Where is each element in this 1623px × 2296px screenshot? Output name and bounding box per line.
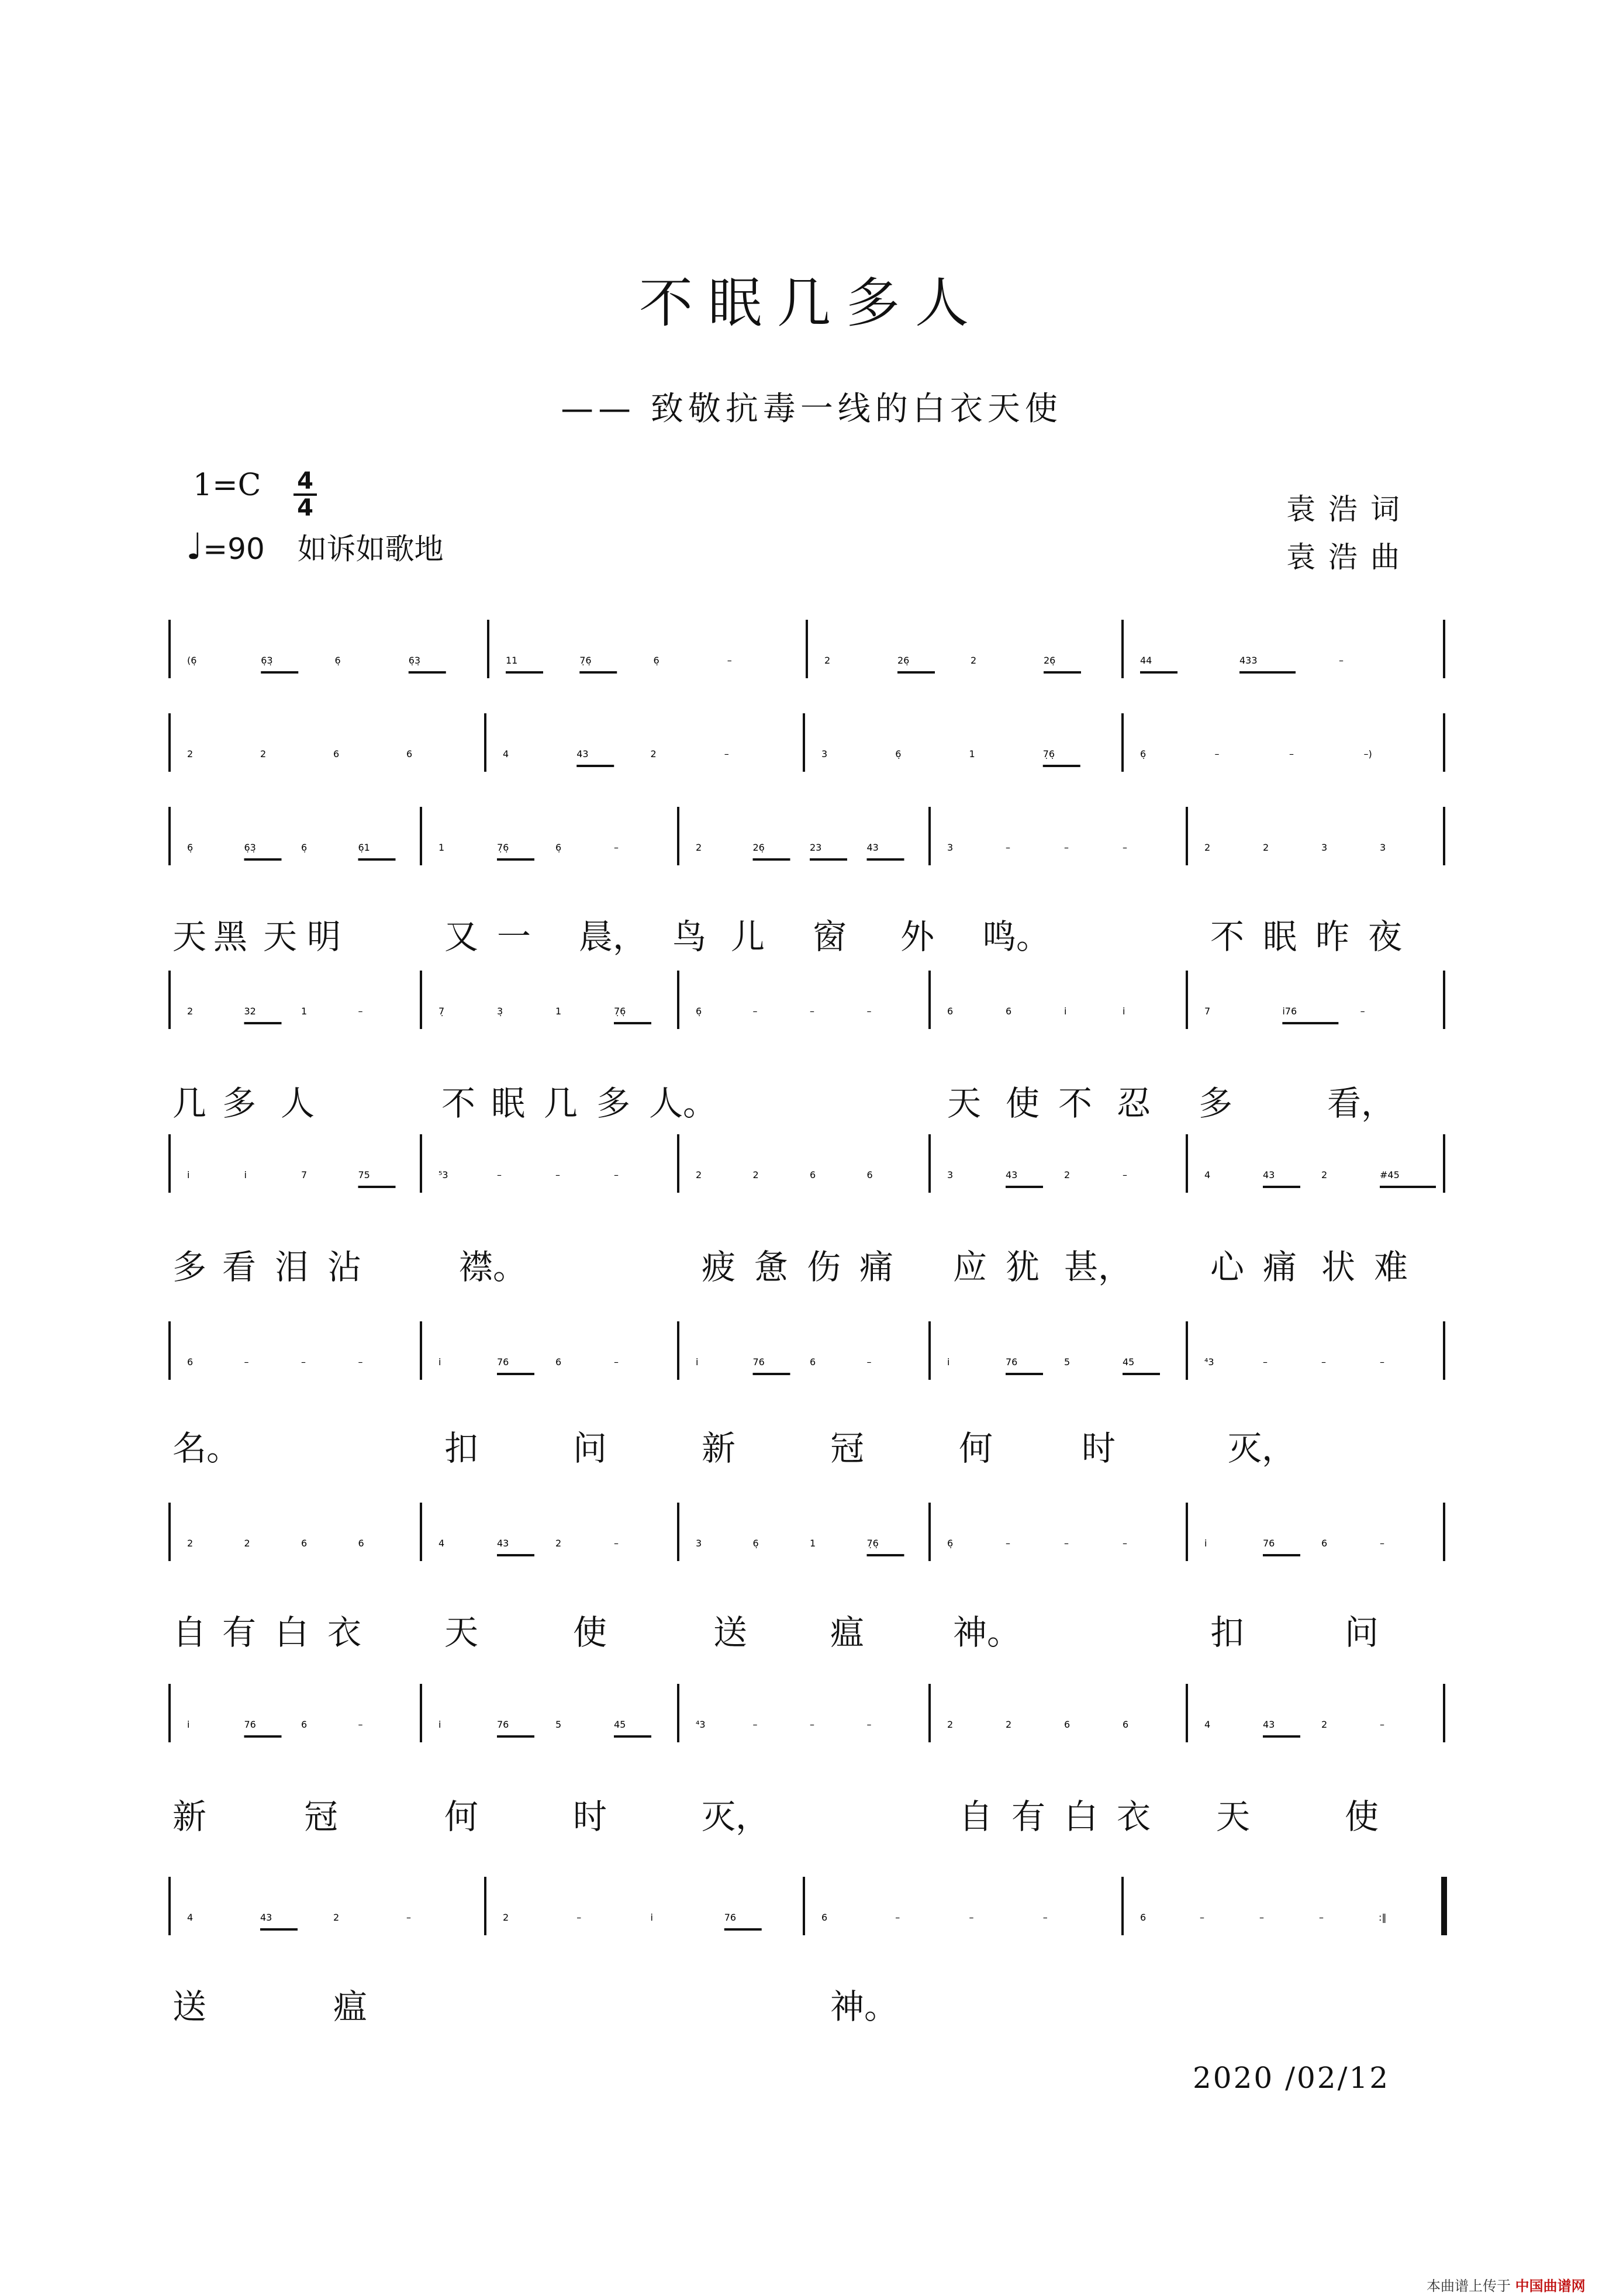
note-group: 3 [821,748,828,759]
lyric-syllable: 多 [596,1083,631,1123]
lyric-syllable: 又 [444,917,479,957]
lyric-syllable: 时 [1082,1428,1116,1468]
note-group: 3 [1321,842,1328,853]
note-group: i [696,1356,699,1368]
note-group: – [866,1719,872,1730]
note-group: 6 [406,748,413,759]
note-group: – [724,748,729,759]
lyric-syllable: 明 [307,917,341,957]
note-group: 76 [1263,1538,1275,1549]
note-group: 76 [497,1356,509,1368]
note-group: 75 [358,1169,370,1180]
lyric-syllable: 眠 [1263,917,1297,957]
note-group: – [358,1719,363,1730]
lyric-syllable: 有 [1011,1797,1046,1836]
note-group: 2 [187,1538,194,1549]
lyric-syllable: 送 [172,1987,207,2026]
note-group: – [1006,842,1010,853]
note-group: 3 [947,842,954,853]
note-group: 2 [1321,1719,1328,1730]
staff-system [0,608,1623,702]
lyric-line [0,1979,1623,2026]
note-group: ⁴3 [696,1719,706,1730]
note-group: –) [1363,748,1372,759]
lyric-line [0,1789,1623,1836]
lyric-syllable: 自 [959,1797,993,1836]
lyric-syllable: 天 [1216,1797,1251,1836]
song-subtitle: —— 致敬抗毒一线的白衣天使 [561,390,1062,428]
note-group: – [358,1006,363,1017]
note-group: 43 [260,1912,272,1923]
note-group: 76 [497,1719,509,1730]
lyric-syllable: 襟。 [459,1247,527,1287]
note-group: 7̣6̣ [579,655,592,666]
lyric-line [0,1605,1623,1652]
note-group: 4 [1204,1169,1211,1180]
note-group: 1 [301,1006,308,1017]
note-group: – [614,842,619,853]
note-group: – [1259,1912,1264,1923]
note-group: 6 [1321,1538,1328,1549]
composition-date: 2020 /02/12 [1193,2061,1390,2095]
lyric-syllable: 瘟 [333,1987,368,2026]
note-group: – [810,1006,814,1017]
lyric-syllable: 不 [441,1083,476,1123]
lyric-syllable: 忍 [1117,1083,1151,1123]
lyric-syllable: 人 [281,1083,315,1123]
note-group: – [1214,748,1220,759]
lyric-syllable: 泪 [275,1247,309,1287]
note-group: 2 [947,1719,954,1730]
lyric-syllable: 沾 [327,1247,362,1287]
note-group: 2 [333,1912,340,1923]
lyric-syllable: 天 [444,1613,479,1652]
note-group: 1 [969,748,975,759]
note-group: – [1380,1719,1384,1730]
lyric-syllable: 应 [953,1247,987,1287]
lyric-syllable: 外 [900,917,935,957]
note-group: 2 [244,1538,250,1549]
lyric-syllable: 不 [1210,917,1245,957]
note-group: 26̣ [1044,655,1056,666]
note-group: 2 [752,1169,759,1180]
note-group: 6̣3̣ [261,655,273,666]
note-group: 45 [614,1719,626,1730]
note-group: 2 [260,748,267,759]
note-group: – [1380,1538,1384,1549]
footer-text: 本曲谱上传于 [1427,2278,1511,2294]
lyric-syllable: 白 [1064,1797,1099,1836]
note-group: 6 [866,1169,873,1180]
note-group: i [650,1912,653,1923]
lyric-syllable: 窗 [813,917,847,957]
note-group: 45 [1123,1356,1135,1368]
note-group: 6 [1123,1719,1129,1730]
note-group: 2 [187,1006,194,1017]
note-group: 6̣1 [358,842,370,853]
staff-svg [0,1310,1623,1403]
note-group: – [555,1169,560,1180]
tempo-value: =90 [203,532,265,566]
note-group: – [895,1912,900,1923]
note-group: – [1200,1912,1204,1923]
note-group: 43 [866,842,879,853]
note-group: i [244,1169,247,1180]
note-group: i [187,1719,190,1730]
lyric-syllable: 犹 [1006,1247,1040,1287]
note-group: – [752,1006,758,1017]
note-group: 26̣ [752,842,765,853]
lyric-syllable: 神。 [953,1613,1021,1652]
lyric-syllable: 瘟 [830,1613,865,1652]
note-group: – [358,1356,363,1368]
note-group: 6̣ [187,842,194,853]
lyric-syllable: 鸣。 [982,917,1051,957]
staff-system [0,1672,1623,1766]
note-group: – [497,1169,502,1180]
lyric-syllable: 扣 [444,1428,479,1468]
note-group: – [1321,1356,1326,1368]
note-group: 43 [576,748,589,759]
note-group: 6 [555,1356,562,1368]
note-group: 2 [1006,1719,1012,1730]
note-group: 6̣ [301,842,308,853]
note-group: – [727,655,732,666]
note-group: 4 [187,1912,194,1923]
note-group: 6̣3̣ [244,842,256,853]
note-group: 2 [1263,842,1269,853]
note-group: 2 [1321,1169,1328,1180]
note-group: 6̣ [334,655,341,666]
note-group: 26̣ [897,655,910,666]
staff-svg [0,959,1623,1052]
lyric-syllable: 几 [544,1083,578,1123]
lyric-syllable: 惫 [754,1247,789,1287]
lyric-syllable: 使 [1006,1083,1040,1123]
lyric-syllable: 多 [172,1247,207,1287]
lyric-syllable: 冠 [830,1428,865,1468]
note-group: 2 [187,748,194,759]
note-group: 7̣6̣ [614,1006,626,1017]
note-group: – [1042,1912,1048,1923]
lyric-syllable: 使 [573,1613,607,1652]
time-signature-bottom: 4 [297,495,313,522]
site-brand: 中国曲谱网 [1515,2278,1586,2294]
staff-svg [0,608,1623,702]
lyric-syllable: 衣 [327,1613,362,1652]
lyric-syllable: 甚， [1064,1247,1132,1287]
note-group: 1 [810,1538,816,1549]
note-group: i [438,1719,441,1730]
note-group: – [576,1912,582,1923]
lyric-syllable: 夜 [1368,917,1403,957]
note-group: – [866,1356,872,1368]
lyric-syllable: 几 [172,1083,207,1123]
staff-svg [0,1865,1623,1959]
lyric-syllable: 时 [573,1797,607,1836]
note-group: 7̣6̣ [497,842,509,853]
note-group: 3 [947,1169,954,1180]
note-group: :‖ [1379,1912,1387,1923]
note-group: 6̣3̣ [408,655,421,666]
lyric-syllable: 新 [172,1797,207,1836]
note-group: 5 [555,1719,562,1730]
lyric-syllable: 多 [222,1083,257,1123]
lyric-syllable: 一 [497,917,531,957]
note-group: 2 [696,1169,702,1180]
lyric-syllable: 灭， [1228,1428,1296,1468]
lyric-syllable: 心 [1210,1247,1245,1287]
staff-system [0,702,1623,795]
note-group: 6 [301,1719,308,1730]
note-group: 4 [1204,1719,1211,1730]
staff-svg [0,1491,1623,1584]
lyric-syllable: 问 [1345,1613,1379,1652]
note-group: 2 [650,748,657,759]
watermark-footer [1427,2274,1586,2295]
lyric-syllable: 儿 [731,917,765,957]
note-group: 32 [244,1006,256,1017]
note-group: – [1380,1356,1384,1368]
note-group: 76 [724,1912,737,1923]
note-group: 6 [187,1356,194,1368]
note-group: ⁵3 [438,1169,448,1180]
note-group: i [1204,1538,1207,1549]
lyric-syllable: 黑 [213,917,248,957]
note-group: 1 [555,1006,562,1017]
staff-system [0,1310,1623,1403]
time-signature [292,469,318,520]
staff-system [0,959,1623,1052]
note-group: 43 [497,1538,509,1549]
note-group: 6̣ [653,655,659,666]
lyric-syllable: 衣 [1117,1797,1151,1836]
lyric-syllable: 冠 [304,1797,339,1836]
quarter-note-icon: ♩ [186,525,203,568]
staff-svg [0,795,1623,889]
note-group: 433 [1239,655,1258,666]
note-group: i76 [1282,1006,1297,1017]
staff-system [0,1491,1623,1584]
lyric-line [0,1076,1623,1123]
lyric-syllable: 送 [713,1613,748,1652]
lyric-syllable: 神。 [830,1987,899,2026]
lyricist-credit: 袁浩词 [1286,492,1413,526]
note-group: 3̣ [497,1006,503,1017]
note-group: 6̣ [1140,748,1147,759]
note-group: – [1123,1169,1127,1180]
note-group: 6 [810,1356,816,1368]
key-signature: 1=C [193,468,261,503]
note-group: 6 [358,1538,364,1549]
note-group: 6 [821,1912,828,1923]
note-group: 2 [824,655,831,666]
note-group: – [810,1719,814,1730]
note-group: 7̣ [438,1006,445,1017]
note-group: 6 [1006,1006,1012,1017]
note-group: – [301,1356,306,1368]
lyric-syllable: 天 [947,1083,982,1123]
note-group: 6̣ [947,1538,954,1549]
lyric-syllable: 使 [1345,1797,1379,1836]
note-group: 1 [438,842,445,853]
note-group: 76 [1006,1356,1018,1368]
note-group: – [614,1356,619,1368]
note-group: 2 [1064,1169,1071,1180]
note-group: – [752,1719,758,1730]
note-group: 6 [333,748,340,759]
note-group: 43 [1263,1719,1275,1730]
lyric-syllable: 天 [263,917,298,957]
note-group: – [244,1356,249,1368]
composer-credit: 袁浩曲 [1286,540,1413,574]
lyric-syllable: 扣 [1210,1613,1245,1652]
note-group: 44 [1140,655,1152,666]
note-group: (6̣ [187,655,197,666]
note-group: – [1064,842,1069,853]
song-title: 不眠几多人 [638,272,984,334]
note-group: 6̣ [696,1006,702,1017]
lyric-syllable: 眠 [491,1083,526,1123]
credits [1286,485,1413,581]
lyric-syllable: 看， [1327,1083,1396,1123]
note-group: 3 [696,1538,702,1549]
note-group: i [947,1356,950,1368]
note-group: – [866,1006,872,1017]
note-group: – [1263,1356,1268,1368]
note-group: 5 [1064,1356,1071,1368]
note-group: – [1319,1912,1324,1923]
note-group: – [1339,655,1344,666]
note-group: 43 [1006,1169,1018,1180]
note-group: 11 [506,655,518,666]
note-group: 2 [503,1912,509,1923]
staff-system [0,795,1623,889]
staff-svg [0,1123,1623,1216]
note-group: #45 [1380,1169,1400,1180]
note-group: – [1289,748,1294,759]
expression-marking: 如诉如歌地 [297,532,444,566]
lyric-syllable: 伤 [807,1247,841,1287]
note-group: – [1123,842,1127,853]
note-group: ⁴3 [1204,1356,1214,1368]
note-group: 2 [696,842,702,853]
note-group: 6 [947,1006,954,1017]
lyric-syllable: 何 [444,1797,479,1836]
time-signature-top: 4 [297,468,313,495]
note-group: 23 [810,842,822,853]
staff-system [0,1123,1623,1216]
note-group: 6 [1064,1719,1071,1730]
lyric-syllable: 有 [222,1613,257,1652]
note-group: 7̣6̣ [1042,748,1055,759]
lyric-syllable: 多 [1199,1083,1233,1123]
note-group: 76 [244,1719,256,1730]
lyric-syllable: 白 [275,1613,309,1652]
note-group: i [1123,1006,1125,1017]
lyric-syllable: 鸟 [672,917,707,957]
staff-svg [0,702,1623,795]
lyric-syllable: 难 [1374,1247,1408,1287]
note-group: 2 [971,655,977,666]
lyric-line [0,909,1623,956]
lyric-syllable: 新 [702,1428,736,1468]
lyric-syllable: 不 [1058,1083,1093,1123]
lyric-syllable: 问 [573,1428,607,1468]
note-group: i [187,1169,190,1180]
note-group: 6 [301,1538,308,1549]
staff-svg [0,1672,1623,1766]
note-group: – [969,1912,974,1923]
tempo-marking [186,525,444,568]
note-group: i [1064,1006,1067,1017]
note-group: 6̣ [555,842,562,853]
note-group: – [406,1912,411,1923]
lyric-syllable: 灭， [702,1797,770,1836]
lyric-syllable: 疲 [702,1247,736,1287]
lyric-syllable: 名。 [172,1428,241,1468]
note-group: 6 [810,1169,816,1180]
note-group: 6 [1140,1912,1147,1923]
note-group: 76 [752,1356,765,1368]
lyric-syllable: 看 [222,1247,257,1287]
note-group: 6̣ [752,1538,759,1549]
lyric-syllable: 状 [1321,1247,1356,1287]
lyric-syllable: 痛 [859,1247,894,1287]
staff-system [0,1865,1623,1959]
note-group: – [614,1538,619,1549]
lyric-line [0,1240,1623,1286]
lyric-syllable: 天 [172,917,207,957]
note-group: 2 [555,1538,562,1549]
note-group: 7̣6̣ [866,1538,879,1549]
lyric-syllable: 何 [959,1428,993,1468]
lyric-line [0,1421,1623,1468]
note-group: i [438,1356,441,1368]
note-group: 4 [438,1538,445,1549]
note-group: 2 [1204,842,1211,853]
note-group: 43 [1263,1169,1275,1180]
note-group: – [1006,1538,1010,1549]
note-group: 6̣ [895,748,902,759]
lyric-syllable: 晨， [579,917,647,957]
note-group: – [1360,1006,1365,1017]
note-group: 7 [301,1169,308,1180]
note-group: 7 [1204,1006,1211,1017]
lyric-syllable: 人。 [649,1083,717,1123]
note-group: – [614,1169,619,1180]
lyric-syllable: 昨 [1315,917,1350,957]
note-group: – [1064,1538,1069,1549]
note-group: 4 [503,748,509,759]
lyric-syllable: 痛 [1263,1247,1297,1287]
note-group: – [1123,1538,1127,1549]
lyric-syllable: 自 [172,1613,207,1652]
note-group: 3 [1380,842,1386,853]
